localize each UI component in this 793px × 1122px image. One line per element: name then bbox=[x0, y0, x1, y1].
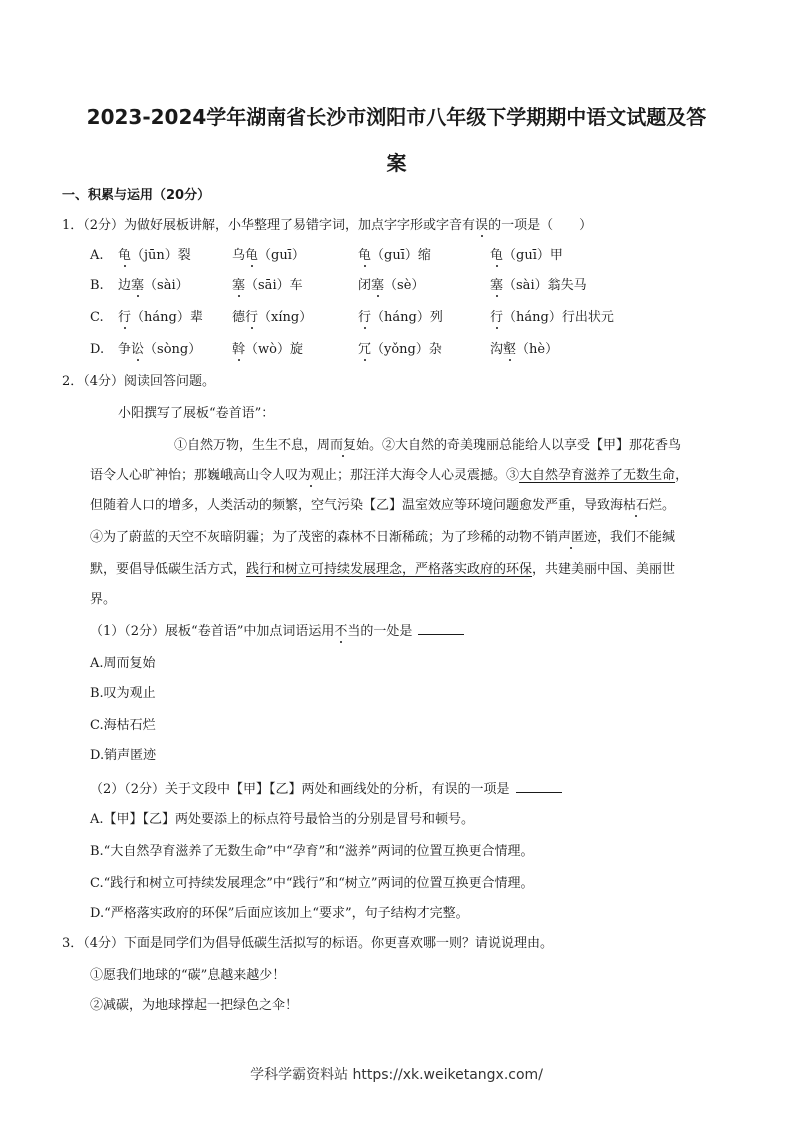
q1-option-label: B. bbox=[90, 278, 104, 293]
q1-option-item bbox=[118, 308, 203, 328]
item-reading: （jūn）裂 bbox=[131, 248, 191, 263]
q1-option-label: D. bbox=[90, 342, 105, 357]
passage-text: 。 bbox=[662, 498, 676, 513]
passage-underlined-text: 践行和树立可持续发展理念，严格落实政府的环保 bbox=[246, 562, 533, 577]
item-prefix: 乌 bbox=[232, 248, 246, 263]
q1-stem-part: 1．（2分）为做好展板讲解，小华整理了易错字词，加点字字形或字音有 bbox=[62, 218, 476, 233]
passage-dotted-word: 周而复始 bbox=[317, 438, 370, 453]
item-dotted-char: 龟 bbox=[118, 248, 132, 263]
q1-stem-dotted: 误 bbox=[475, 218, 489, 233]
q1-option-item bbox=[118, 276, 189, 296]
item-reading: （guī）甲 bbox=[503, 248, 563, 263]
passage-text: ，共建美丽中国、美丽世 bbox=[532, 562, 676, 577]
passage-text: ， bbox=[675, 468, 689, 483]
item-dotted-char: 龟 bbox=[358, 248, 372, 263]
passage-line bbox=[90, 528, 675, 548]
item-reading: （sāi）车 bbox=[245, 278, 303, 293]
passage-line bbox=[90, 466, 688, 486]
question-2-intro: 小阳撰写了展板“卷首语”： bbox=[118, 406, 275, 421]
item-prefix: 边 bbox=[118, 278, 132, 293]
item-dotted-char: 行 bbox=[358, 310, 372, 325]
passage-text: ①自然万物，生生不息， bbox=[174, 438, 318, 453]
q1-option-item bbox=[118, 340, 201, 360]
passage-line: 界。 bbox=[90, 592, 117, 607]
item-reading: （sòng） bbox=[144, 342, 202, 357]
sub-question-2 bbox=[90, 778, 562, 800]
question-3-stem: 3．（4分）下面是同学们为倡导低碳生活拟写的标语。你更喜欢哪一则？请说说理由。 bbox=[62, 936, 554, 951]
option-d: D.销声匿迹 bbox=[90, 748, 157, 763]
q1-option-label: C. bbox=[90, 310, 104, 325]
q1-option-item bbox=[490, 276, 587, 296]
q1-option-label: A. bbox=[90, 248, 104, 263]
q1-option-item bbox=[232, 246, 305, 266]
item-dotted-char: 讼 bbox=[131, 342, 145, 357]
section-heading: 一、积累与运用（20分） bbox=[62, 188, 211, 203]
passage-text: ；那汪洋大海令人心灵震撼。③ bbox=[337, 468, 520, 483]
item-reading: （háng）行出状元 bbox=[503, 310, 614, 325]
option-d: D.“严格落实政府的环保”后面应该加上“要求”，句子结构才完整。 bbox=[90, 906, 469, 921]
sub-question-1 bbox=[90, 620, 464, 642]
question-2-stem: 2．（4分）阅读回答问题。 bbox=[62, 374, 216, 389]
passage-text: ④为了蔚蓝的天空不灰暗阴霾；为了茂密的森林不日渐稀疏；为了珍稀的动物不 bbox=[90, 530, 546, 545]
item-dotted-char: 塞 bbox=[232, 278, 246, 293]
item-reading: （wò）旋 bbox=[245, 342, 303, 357]
option-b: B.叹为观止 bbox=[90, 686, 156, 701]
slogan-1: ①愿我们地球的“碳”息越来越少！ bbox=[90, 968, 286, 983]
item-prefix: 沟 bbox=[490, 342, 504, 357]
q1-option-item bbox=[118, 246, 191, 266]
passage-text: 但随着人口的增多，人类活动的频繁，空气污染【乙】温室效应等环境问题愈发严重，导致 bbox=[90, 498, 611, 513]
title-line-1: 2023-2024学年湖南省长沙市浏阳市八年级下学期期中语文试题及答 bbox=[86, 105, 707, 129]
item-dotted-char: 塞 bbox=[490, 278, 504, 293]
sub-question-text: （1）（2分）展板“卷首语”中加点词语运用 bbox=[90, 624, 335, 639]
item-dotted-char: 塞 bbox=[131, 278, 145, 293]
sub-question-text: 当的一处是 bbox=[347, 624, 413, 639]
passage-dotted-word: 销声匿迹 bbox=[545, 530, 598, 545]
slogan-2: ②减碳，为地球撑起一把绿色之伞！ bbox=[90, 998, 299, 1013]
question-1-stem bbox=[62, 216, 592, 236]
passage-line bbox=[174, 436, 681, 456]
q1-option-item bbox=[358, 340, 442, 360]
item-dotted-char: 冗 bbox=[358, 342, 372, 357]
item-dotted-char: 行 bbox=[490, 310, 504, 325]
passage-text: ，我们不能缄 bbox=[597, 530, 676, 545]
q1-option-item bbox=[490, 246, 563, 266]
q1-option-item bbox=[490, 308, 614, 328]
item-reading: （háng）辈 bbox=[131, 310, 203, 325]
q1-option-item bbox=[358, 246, 431, 266]
item-reading: （guī） bbox=[258, 248, 305, 263]
item-dotted-char: 龟 bbox=[490, 248, 504, 263]
passage-text: 默，要倡导低碳生活方式， bbox=[90, 562, 247, 577]
q1-option-item bbox=[232, 276, 303, 296]
item-dotted-char: 龟 bbox=[245, 248, 259, 263]
item-reading: （sài） bbox=[144, 278, 189, 293]
title-line-2: 案 bbox=[386, 151, 407, 175]
q1-option-item bbox=[232, 308, 312, 328]
q1-option-item bbox=[232, 340, 303, 360]
answer-blank[interactable] bbox=[418, 620, 464, 635]
item-reading: （háng）列 bbox=[371, 310, 443, 325]
item-prefix: 争 bbox=[118, 342, 132, 357]
answer-blank[interactable] bbox=[516, 778, 562, 793]
option-a: A.周而复始 bbox=[90, 656, 156, 671]
item-reading: （yǒng）杂 bbox=[371, 342, 442, 357]
item-dotted-char: 壑 bbox=[503, 342, 517, 357]
page-footer: 学科学霸资料站 https://xk.weiketangx.com/ bbox=[250, 1067, 543, 1083]
item-reading: （hè） bbox=[516, 342, 559, 357]
item-reading: （sài）翁失马 bbox=[503, 278, 587, 293]
item-dotted-char: 行 bbox=[245, 310, 259, 325]
passage-line bbox=[90, 560, 675, 580]
document-title bbox=[60, 94, 733, 186]
q1-option-item bbox=[358, 308, 443, 328]
passage-text: 。②大自然的奇美瑰丽总能给人以享受【甲】那花香鸟 bbox=[369, 438, 682, 453]
item-dotted-char: 斡 bbox=[232, 342, 246, 357]
option-b: B.“大自然孕育滋养了无数生命”中“孕育”和“滋养”两词的位置互换更合情理。 bbox=[90, 844, 534, 859]
passage-dotted-word: 海枯石烂 bbox=[610, 498, 663, 513]
sub-question-text: （2）（2分）关于文段中【甲】【乙】两处和画线处的分析，有误的一项是 bbox=[90, 782, 510, 797]
q1-option-item bbox=[358, 276, 424, 296]
sub-question-dotted: 不 bbox=[334, 624, 348, 639]
item-reading: （guī）缩 bbox=[371, 248, 431, 263]
option-c: C.“践行和树立可持续发展理念”中“践行”和“树立”两词的位置互换更合情理。 bbox=[90, 876, 534, 891]
passage-line bbox=[90, 496, 675, 516]
item-reading: （sè） bbox=[384, 278, 425, 293]
item-dotted-char: 行 bbox=[118, 310, 132, 325]
item-dotted-char: 塞 bbox=[371, 278, 385, 293]
q1-option-item bbox=[490, 340, 558, 360]
q1-stem-part: 的一项是（ ） bbox=[488, 218, 593, 233]
passage-underlined-text: 大自然孕育滋养了无数生命 bbox=[519, 468, 676, 483]
item-reading: （xíng） bbox=[258, 310, 313, 325]
item-prefix: 德 bbox=[232, 310, 246, 325]
passage-text: 语令人心旷神怡；那巍峨高山令人 bbox=[90, 468, 286, 483]
item-prefix: 闭 bbox=[358, 278, 372, 293]
option-c: C.海枯石烂 bbox=[90, 718, 156, 733]
option-a: A.【甲】【乙】两处要添上的标点符号最恰当的分别是冒号和顿号。 bbox=[90, 812, 475, 827]
passage-dotted-word: 叹为观止 bbox=[285, 468, 338, 483]
